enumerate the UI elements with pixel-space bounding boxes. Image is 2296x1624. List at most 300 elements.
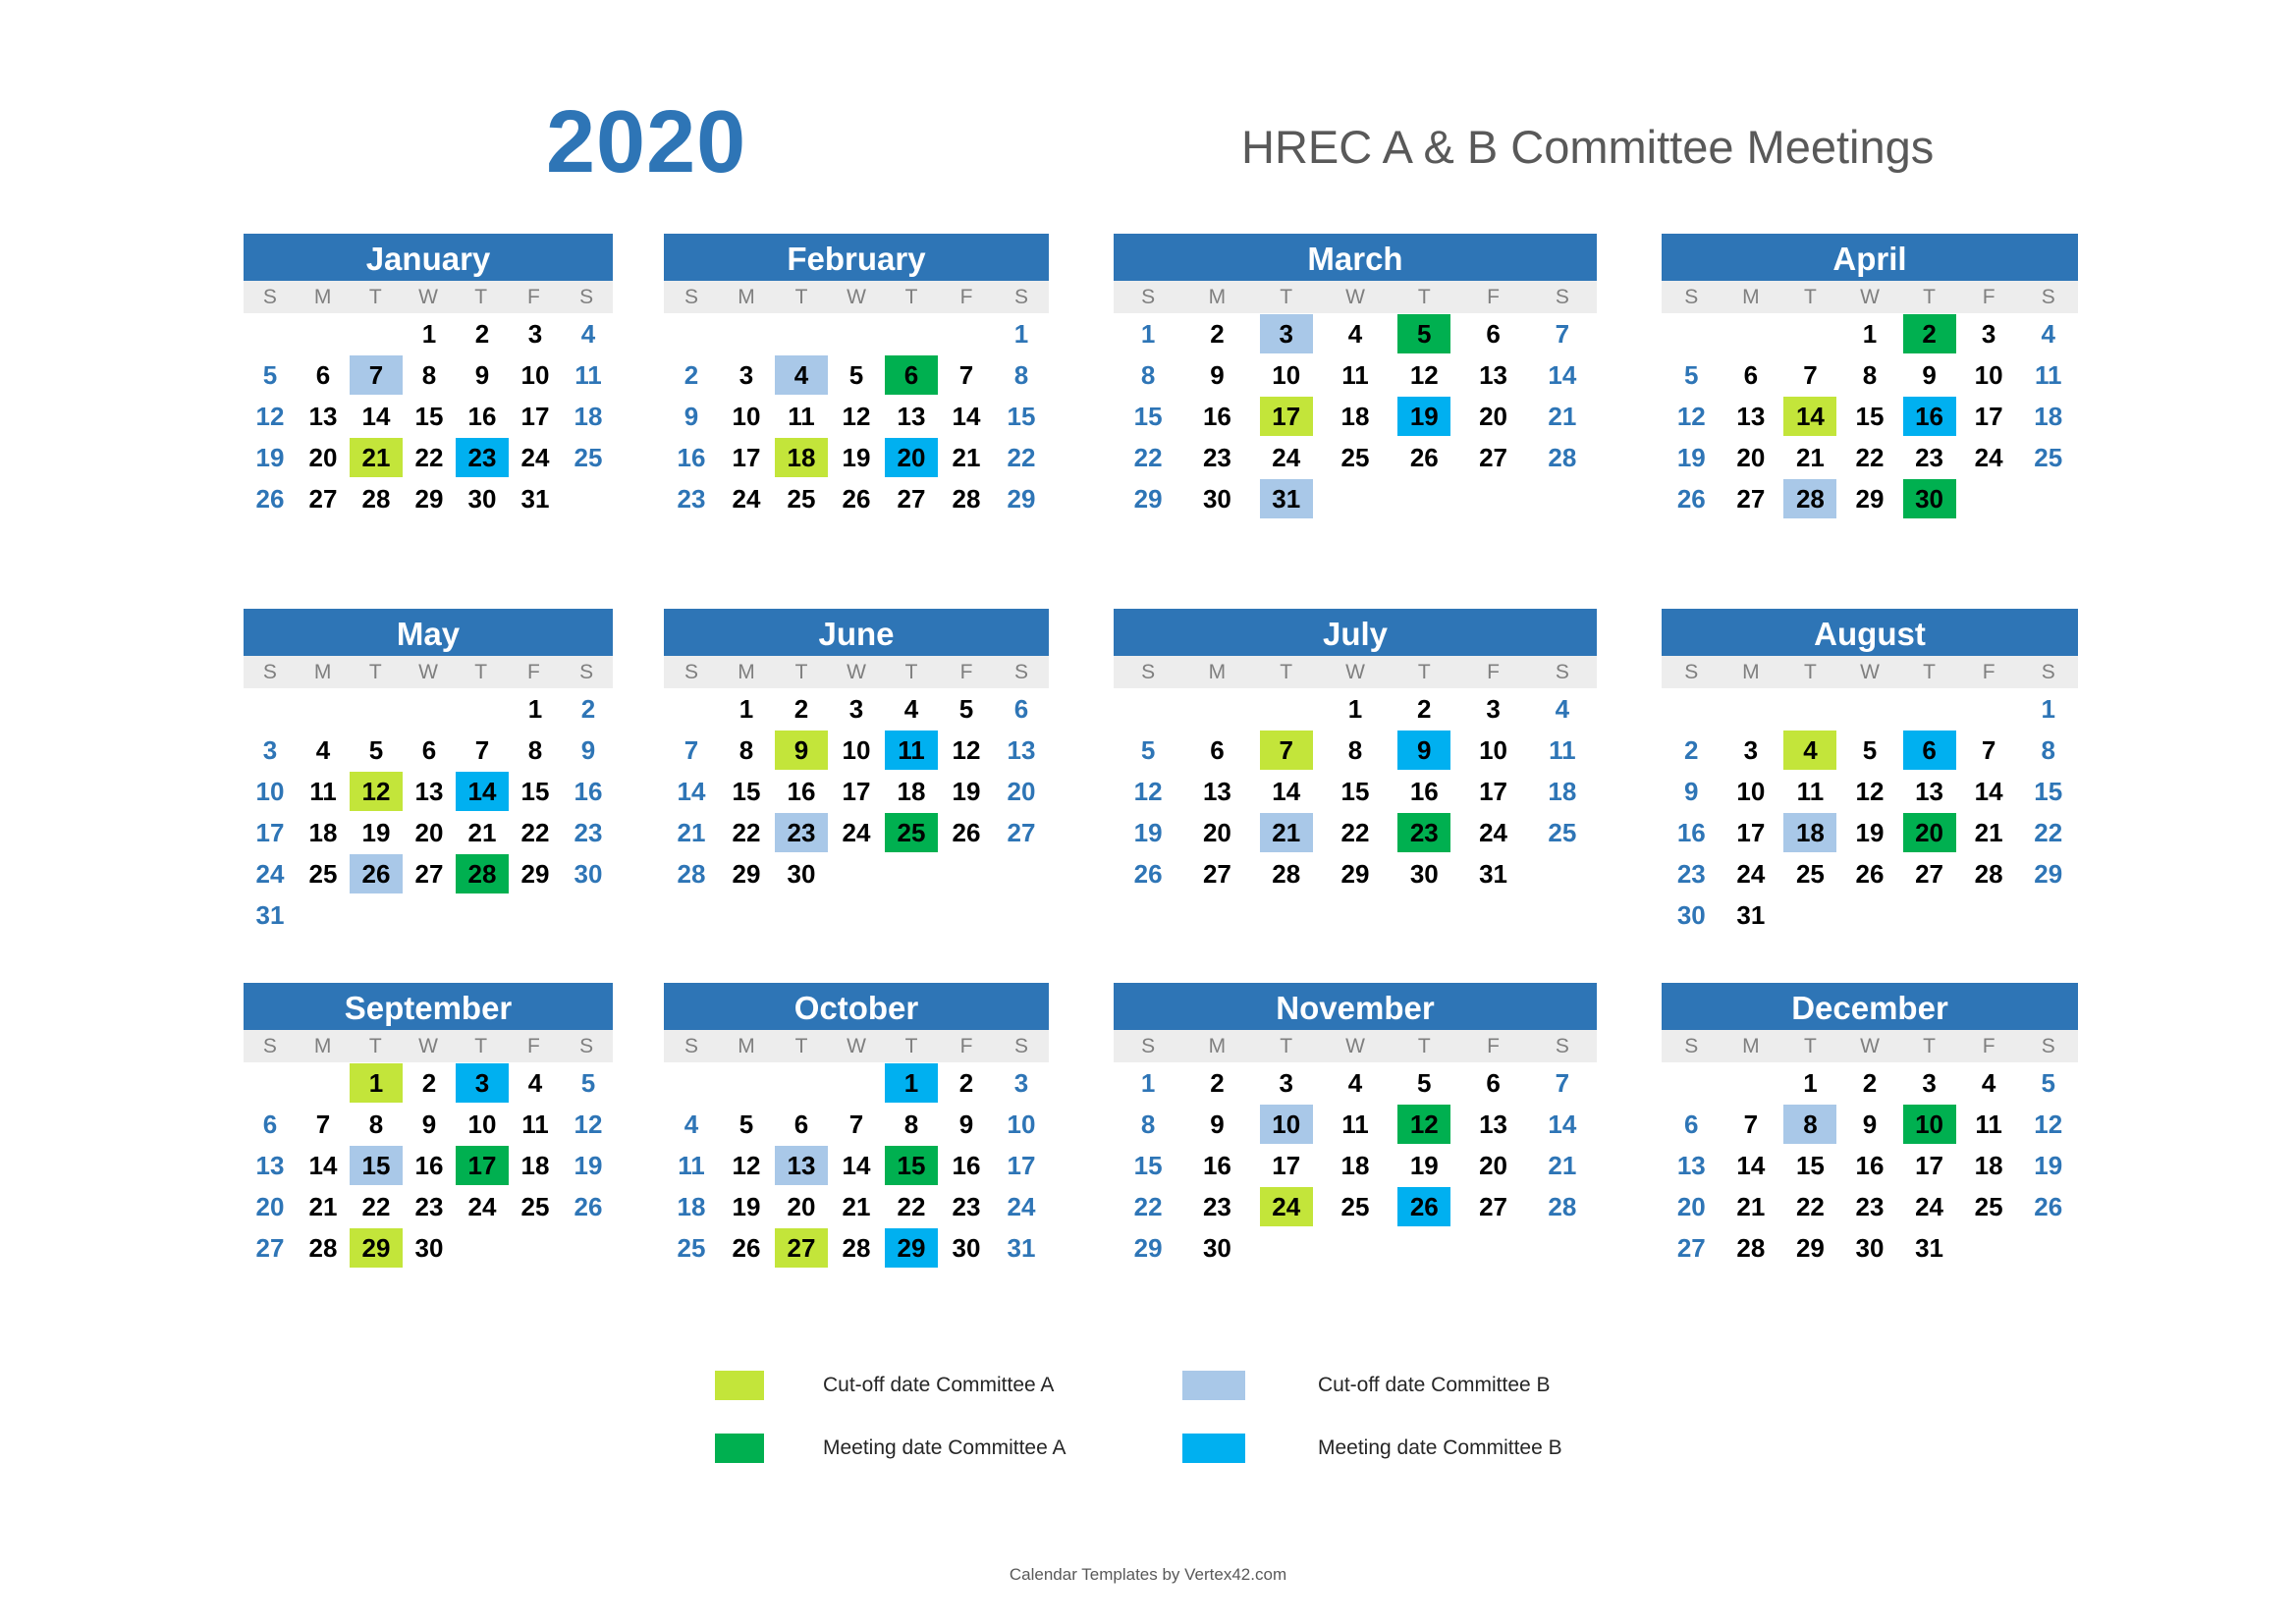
day-number: 22 (1340, 818, 1370, 847)
day-number: 6 (262, 1110, 278, 1139)
day-number: 26 (1676, 484, 1706, 514)
day-number-cut-b: 13 (775, 1146, 828, 1185)
day-number: 4 (903, 694, 919, 724)
day-number: 6 (1013, 694, 1029, 724)
day-cell (244, 771, 297, 812)
day-cell (1458, 437, 1527, 478)
day-cell (1458, 354, 1527, 396)
day-number: 4 (1347, 319, 1363, 349)
day-cell (774, 812, 829, 853)
day-number: 5 (848, 360, 864, 390)
day-number: 13 (308, 402, 338, 431)
day-cell (1722, 894, 1781, 936)
weekday-header (1662, 656, 2078, 688)
empty-cell (939, 313, 994, 354)
day-cell (1840, 354, 1900, 396)
day-cell (994, 437, 1049, 478)
day-number: 28 (1548, 1192, 1577, 1221)
day-number: 21 (1736, 1192, 1766, 1221)
day-cell (1840, 437, 1900, 478)
day-number-meet-a: 12 (1397, 1105, 1450, 1144)
day-cell (1780, 1104, 1840, 1145)
day-number: 9 (1684, 777, 1699, 806)
day-number: 17 (1007, 1151, 1036, 1180)
day-cell (1959, 730, 2019, 771)
day-number: 30 (1202, 1233, 1231, 1263)
day-cell (1840, 1145, 1900, 1186)
day-cell (1780, 1145, 1840, 1186)
day-number: 16 (1855, 1151, 1885, 1180)
day-cell (994, 478, 1049, 519)
weekday-letter: F (1487, 661, 1500, 683)
day-number: 21 (677, 818, 706, 847)
day-number: 15 (414, 402, 444, 431)
day-number: 22 (2034, 818, 2063, 847)
day-number: 19 (2034, 1151, 2063, 1180)
day-cell (829, 1186, 884, 1227)
day-number: 19 (842, 443, 871, 472)
day-number: 11 (1975, 1110, 2002, 1139)
day-number: 3 (1981, 319, 1996, 349)
day-number: 2 (793, 694, 809, 724)
day-number: 5 (1684, 360, 1699, 390)
day-cell (1528, 437, 1597, 478)
day-cell (2018, 1186, 2078, 1227)
day-number: 8 (1862, 360, 1878, 390)
day-cell (994, 313, 1049, 354)
day-cell (1528, 688, 1597, 730)
day-number: 17 (1915, 1151, 1944, 1180)
day-cell (1959, 812, 2019, 853)
day-number: 3 (527, 319, 543, 349)
day-number: 25 (2034, 443, 2063, 472)
day-cell (1840, 478, 1900, 519)
day-number: 15 (1133, 1151, 1163, 1180)
day-number: 23 (574, 818, 603, 847)
day-number: 21 (1548, 402, 1577, 431)
day-number: 3 (1922, 1068, 1937, 1098)
day-number: 30 (1676, 900, 1706, 930)
month-name: August (1662, 609, 2078, 656)
day-cell (884, 1145, 939, 1186)
weekday-letter: M (313, 1035, 332, 1057)
day-number: 19 (255, 443, 285, 472)
day-cell (1252, 771, 1321, 812)
day-number: 20 (1202, 818, 1231, 847)
day-cell (774, 1145, 829, 1186)
empty-cell (719, 313, 774, 354)
weekday-header (244, 1030, 613, 1062)
day-cell (774, 771, 829, 812)
day-number: 21 (1548, 1151, 1577, 1180)
day-cell (2018, 1145, 2078, 1186)
day-cell (456, 437, 509, 478)
day-cell (1321, 313, 1390, 354)
month-name: May (244, 609, 613, 656)
day-cell (456, 812, 509, 853)
day-cell (829, 771, 884, 812)
day-cell (719, 396, 774, 437)
day-cell (664, 853, 719, 894)
day-cell (829, 812, 884, 853)
day-cell (1662, 812, 1722, 853)
footer-credit: Calendar Templates by Vertex42.com (1009, 1565, 1287, 1584)
day-cell (1899, 1062, 1959, 1104)
day-cell (509, 853, 562, 894)
day-number: 3 (262, 735, 278, 765)
empty-cell (664, 688, 719, 730)
day-cell (1780, 354, 1840, 396)
month-march (1114, 234, 1597, 519)
day-cell (1390, 1062, 1458, 1104)
day-cell (884, 1227, 939, 1269)
day-cell (1722, 478, 1781, 519)
day-number: 12 (255, 402, 285, 431)
day-number: 11 (1341, 1110, 1369, 1139)
day-number: 27 (1676, 1233, 1706, 1263)
day-number: 27 (1479, 1192, 1508, 1221)
weekday-letter: S (262, 1035, 277, 1057)
day-cell (719, 1227, 774, 1269)
day-number: 30 (414, 1233, 444, 1263)
day-cell (1662, 1145, 1722, 1186)
day-number: 7 (1555, 1068, 1570, 1098)
month-june (664, 609, 1049, 894)
day-number: 13 (897, 402, 926, 431)
cutoff-a-swatch (715, 1371, 764, 1400)
day-number: 23 (1202, 1192, 1231, 1221)
day-number: 21 (842, 1192, 871, 1221)
day-number: 10 (467, 1110, 497, 1139)
day-number: 5 (368, 735, 384, 765)
day-cell (1321, 396, 1390, 437)
day-grid (1662, 313, 2078, 519)
day-number: 8 (1140, 360, 1156, 390)
day-cell (1458, 1186, 1527, 1227)
day-number: 1 (738, 694, 754, 724)
day-cell (456, 771, 509, 812)
day-cell (1390, 1104, 1458, 1145)
day-cell (456, 478, 509, 519)
day-cell (1780, 812, 1840, 853)
day-cell (1780, 1062, 1840, 1104)
day-grid (1114, 688, 1597, 894)
day-cell (1321, 812, 1390, 853)
month-name: October (664, 983, 1049, 1030)
day-cell (829, 1145, 884, 1186)
day-cell (829, 730, 884, 771)
weekday-letter: M (1208, 286, 1227, 308)
day-cell (939, 354, 994, 396)
day-cell (403, 1062, 456, 1104)
day-cell (1722, 354, 1781, 396)
meeting-b-swatch (1182, 1434, 1245, 1463)
day-cell (2018, 812, 2078, 853)
day-cell (1390, 771, 1458, 812)
day-number: 16 (1676, 818, 1706, 847)
day-number: 9 (683, 402, 699, 431)
day-number: 19 (1676, 443, 1706, 472)
day-number: 8 (738, 735, 754, 765)
day-cell (719, 1145, 774, 1186)
day-number: 21 (308, 1192, 338, 1221)
day-number: 24 (842, 818, 871, 847)
day-number: 30 (467, 484, 497, 514)
day-cell (1182, 478, 1251, 519)
day-number: 6 (421, 735, 437, 765)
day-cell (350, 853, 403, 894)
day-cell (244, 812, 297, 853)
day-cell (1899, 354, 1959, 396)
day-number: 29 (414, 484, 444, 514)
weekday-letter: S (1684, 286, 1699, 308)
day-cell (1528, 313, 1597, 354)
day-cell (1321, 771, 1390, 812)
day-cell (994, 730, 1049, 771)
day-number: 25 (1795, 859, 1825, 889)
weekday-letter: T (1804, 1035, 1817, 1057)
day-number: 30 (574, 859, 603, 889)
month-may (244, 609, 613, 936)
weekday-letter: T (1923, 1035, 1936, 1057)
day-number: 19 (574, 1151, 603, 1180)
day-cell (1662, 1104, 1722, 1145)
day-number: 28 (1548, 443, 1577, 472)
day-number-cut-b: 21 (1260, 813, 1313, 852)
day-cell (456, 354, 509, 396)
day-number: 10 (1974, 360, 2003, 390)
day-cell (719, 853, 774, 894)
day-number: 7 (1743, 1110, 1759, 1139)
day-cell (244, 354, 297, 396)
day-number: 20 (414, 818, 444, 847)
empty-cell (1114, 688, 1182, 730)
day-cell (509, 354, 562, 396)
legend-cutoff-b (1182, 1371, 1551, 1400)
day-number: 9 (958, 1110, 974, 1139)
weekday-letter: S (1555, 1035, 1569, 1057)
cutoff-b-swatch (1182, 1371, 1245, 1400)
weekday-letter: S (1141, 286, 1156, 308)
day-number: 15 (1795, 1151, 1825, 1180)
day-cell (1182, 354, 1251, 396)
day-number: 18 (1340, 1151, 1370, 1180)
day-cell (1662, 396, 1722, 437)
day-cell (244, 894, 297, 936)
day-cell (1722, 1227, 1781, 1269)
day-cell (1899, 771, 1959, 812)
day-cell (774, 688, 829, 730)
day-cell (297, 771, 350, 812)
day-number: 3 (1486, 694, 1501, 724)
day-cell (1899, 730, 1959, 771)
day-cell (562, 1145, 615, 1186)
day-number-meet-b: 1 (885, 1063, 938, 1103)
day-cell (2018, 730, 2078, 771)
day-cell (403, 354, 456, 396)
day-number: 16 (467, 402, 497, 431)
day-number: 24 (1007, 1192, 1036, 1221)
day-number-meet-b: 29 (885, 1228, 938, 1268)
day-cell (509, 1062, 562, 1104)
weekday-letter: W (1345, 1035, 1365, 1057)
day-cell (994, 1062, 1049, 1104)
day-number: 23 (1676, 859, 1706, 889)
day-cell (562, 354, 615, 396)
weekday-letter: T (1804, 661, 1817, 683)
day-cell (297, 812, 350, 853)
day-cell (1321, 1145, 1390, 1186)
weekday-letter: W (418, 661, 438, 683)
day-number: 22 (732, 818, 761, 847)
day-cell (297, 1145, 350, 1186)
day-cell (774, 853, 829, 894)
day-number: 30 (1409, 859, 1439, 889)
day-number: 13 (1479, 360, 1508, 390)
month-december (1662, 983, 2078, 1269)
weekday-letter: T (474, 661, 488, 683)
day-number: 13 (1007, 735, 1036, 765)
day-cell (1321, 354, 1390, 396)
day-number: 15 (520, 777, 550, 806)
day-number: 18 (574, 402, 603, 431)
day-cell (1458, 1062, 1527, 1104)
day-number: 21 (1974, 818, 2003, 847)
day-cell (1959, 313, 2019, 354)
weekday-letter: M (1742, 661, 1760, 683)
empty-cell (1780, 313, 1840, 354)
day-cell (1662, 437, 1722, 478)
day-cell (1840, 853, 1900, 894)
day-number: 18 (2034, 402, 2063, 431)
day-grid (1662, 688, 2078, 936)
day-number: 1 (2041, 694, 2055, 724)
day-cell (244, 478, 297, 519)
day-number: 13 (255, 1151, 285, 1180)
weekday-letter: S (683, 286, 698, 308)
day-cell (1182, 853, 1251, 894)
day-number: 15 (2034, 777, 2063, 806)
day-cell (1959, 1186, 2019, 1227)
day-cell (664, 437, 719, 478)
day-cell (1114, 354, 1182, 396)
weekday-letter: T (1280, 1035, 1293, 1057)
day-cell (297, 1104, 350, 1145)
day-number: 11 (309, 777, 337, 806)
day-cell (1899, 313, 1959, 354)
month-name: February (664, 234, 1049, 281)
day-number: 31 (1007, 1233, 1036, 1263)
day-cell (884, 437, 939, 478)
day-cell (719, 730, 774, 771)
day-number: 22 (1795, 1192, 1825, 1221)
day-cell (350, 1227, 403, 1269)
day-number: 8 (368, 1110, 384, 1139)
legend-label-cutoff-a: Cut-off date Committee A (823, 1374, 1055, 1396)
day-number: 27 (1007, 818, 1036, 847)
day-number: 27 (1736, 484, 1766, 514)
day-cell (1114, 1145, 1182, 1186)
day-number-meet-a: 25 (885, 813, 938, 852)
day-cell (1252, 396, 1321, 437)
day-cell (1840, 812, 1900, 853)
day-number: 6 (1684, 1110, 1699, 1139)
day-number: 24 (1915, 1192, 1944, 1221)
day-cell (1528, 771, 1597, 812)
day-cell (829, 688, 884, 730)
day-cell (1528, 1186, 1597, 1227)
day-number: 26 (1409, 443, 1439, 472)
day-number: 30 (1202, 484, 1231, 514)
day-number: 28 (308, 1233, 338, 1263)
meeting-a-swatch (715, 1434, 764, 1463)
day-number: 1 (1803, 1068, 1818, 1098)
day-cell (829, 478, 884, 519)
day-cell (1390, 313, 1458, 354)
weekday-letter: W (1860, 286, 1880, 308)
day-cell (664, 1186, 719, 1227)
day-number-cut-a: 12 (350, 772, 403, 811)
weekday-letter: F (527, 1035, 540, 1057)
day-number-meet-a: 6 (885, 355, 938, 395)
weekday-letter: M (1742, 286, 1760, 308)
day-cell (1780, 730, 1840, 771)
day-number: 12 (1855, 777, 1885, 806)
legend-label-meeting-a: Meeting date Committee A (823, 1436, 1066, 1459)
day-cell (994, 812, 1049, 853)
empty-cell (774, 313, 829, 354)
day-cell (719, 478, 774, 519)
day-number: 30 (952, 1233, 981, 1263)
day-cell (2018, 396, 2078, 437)
day-number: 19 (1409, 1151, 1439, 1180)
day-number: 28 (677, 859, 706, 889)
day-number: 29 (2034, 859, 2063, 889)
empty-cell (456, 688, 509, 730)
day-cell (1458, 771, 1527, 812)
day-number: 20 (1479, 402, 1508, 431)
weekday-letter: T (474, 1035, 488, 1057)
day-number: 10 (1272, 360, 1301, 390)
day-cell (1321, 437, 1390, 478)
day-number: 14 (1548, 360, 1577, 390)
day-number-meet-b: 19 (1397, 397, 1450, 436)
day-number: 10 (1479, 735, 1508, 765)
day-cell (1252, 853, 1321, 894)
day-number: 6 (1743, 360, 1759, 390)
weekday-letter: F (959, 1035, 973, 1057)
day-grid (664, 688, 1049, 894)
day-number: 13 (1915, 777, 1944, 806)
empty-cell (1722, 313, 1781, 354)
day-cell (297, 354, 350, 396)
day-cell (1390, 1145, 1458, 1186)
day-cell (244, 1104, 297, 1145)
day-cell (1182, 730, 1251, 771)
day-number: 9 (1862, 1110, 1878, 1139)
day-number: 26 (1855, 859, 1885, 889)
day-cell (1780, 437, 1840, 478)
day-number: 2 (958, 1068, 974, 1098)
day-number: 1 (421, 319, 437, 349)
day-cell (1390, 1186, 1458, 1227)
day-cell (719, 1104, 774, 1145)
day-number: 14 (842, 1151, 871, 1180)
day-number: 8 (903, 1110, 919, 1139)
weekday-letter: T (368, 1035, 382, 1057)
day-cell (719, 771, 774, 812)
day-cell (1390, 396, 1458, 437)
